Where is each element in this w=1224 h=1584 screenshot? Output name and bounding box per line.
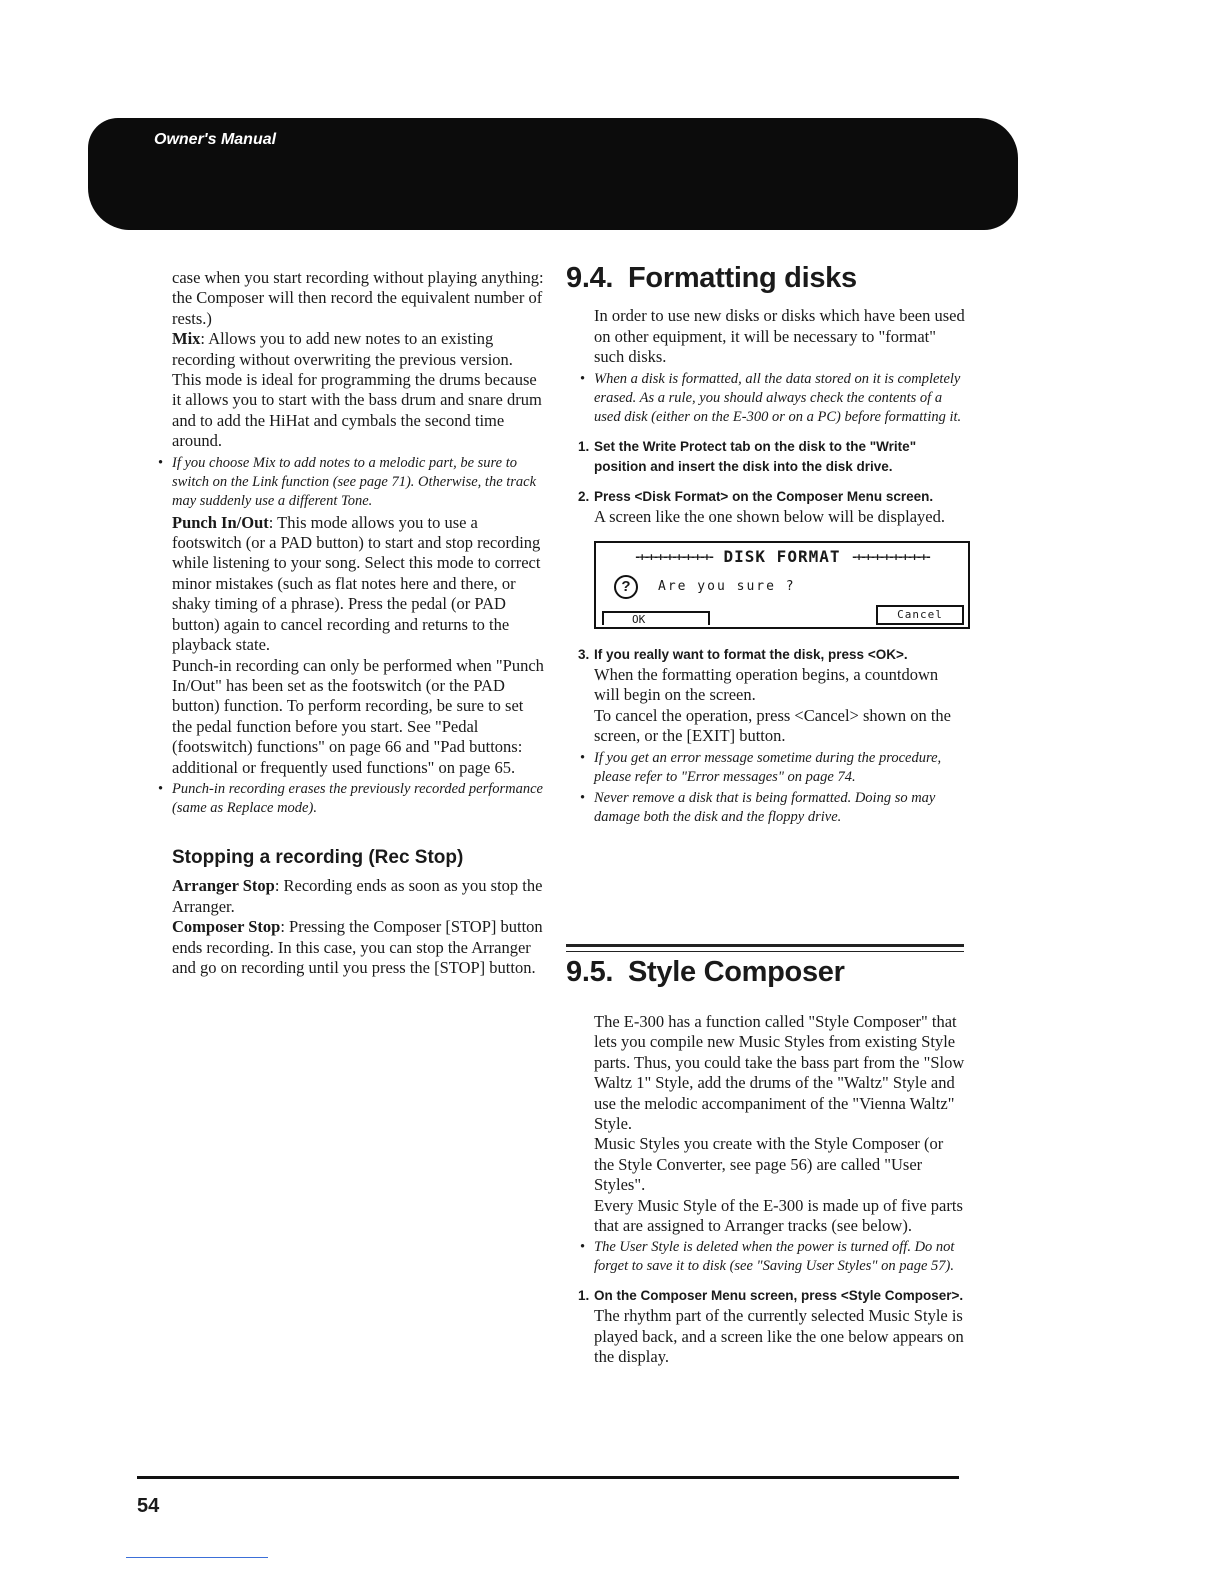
ok-button[interactable]: OK [602, 611, 710, 625]
left-column [172, 268, 544, 978]
note-bullet: • The User Style is deleted when the power is turned off. Do not forget to save it to disk (see "Saving User Styles" on page 57). [594, 1238, 966, 1276]
step-number: 3. [578, 647, 590, 663]
section-heading-9-5 [566, 956, 966, 988]
step-text: If you really want to format the disk, press <OK>. [594, 647, 908, 663]
paragraph-punch [172, 513, 544, 656]
note-bullet: • When a disk is formatted, all the data stored on it is completely erased. As a rule, you should always check the contents of a used disk (either on the E-300 or on a PC) before formatting it. [594, 370, 966, 427]
term-label: Punch In/Out [172, 512, 269, 532]
paragraph: The E-300 has a function called "Style Composer" that lets you compile new Music Styles from existing Style parts. Thus, you could take the bass part from the "Slow Waltz 1" Style, add the drums of the "Waltz" Style and use the melodic accompaniment of the "Vienna Waltz" Style. [594, 1012, 965, 1134]
step-3 [578, 645, 966, 665]
paragraph: When the formatting operation begins, a countdown will begin on the screen. [594, 665, 939, 705]
term-label: Arranger Stop [172, 876, 275, 896]
note-bullet: • If you get an error message sometime during the procedure, please refer to "Error messages" on page 74. [594, 749, 966, 787]
page-number: 54 [137, 1495, 160, 1517]
cancel-button[interactable]: Cancel [876, 605, 964, 625]
header-band [88, 118, 1018, 230]
paragraph: case when you start recording without playing anything: the Composer will then record the equivalent number of rests.) [172, 268, 544, 328]
paragraph-mix [172, 329, 544, 451]
step-text: Set the Write Protect tab on the disk to the "Write" position and insert the disk into the disk drive. [594, 438, 917, 474]
paragraph: Music Styles you create with the Style Composer (or the Style Converter, see page 56) are called "User Styles". [594, 1134, 944, 1195]
section-divider [566, 944, 964, 952]
section-title: Style Composer [628, 956, 845, 988]
section-body-9-5 [578, 1012, 966, 1368]
section-title: Formatting disks [628, 262, 857, 294]
section-body-9-4 [578, 306, 966, 826]
paragraph: The rhythm part of the currently selected Music Style is played back, and a screen like the one below appears on the display. [594, 1306, 964, 1367]
section-heading-wrap-9-5 [566, 956, 966, 1000]
lcd-screen [594, 541, 970, 629]
lcd-dashes: -+-+-+-+-+-+-+-+- [634, 550, 713, 564]
lcd-dashes: -+-+-+-+-+-+-+-+- [851, 550, 930, 564]
paragraph: To cancel the operation, press <Cancel> shown on the screen, or the [EXIT] button. [594, 705, 951, 746]
step-number: 1. [578, 1288, 590, 1304]
step-number: 2. [578, 488, 590, 504]
note-bullet: • Punch-in recording erases the previously recorded performance (same as Replace mode). [172, 780, 544, 818]
term-text: : This mode allows you to use a footswitch (or a PAD button) to start and stop recording while listening to your song. Select this mode to correct minor mistakes (such as flat notes here and there, or shaky timing of a phrase). Press the pedal (or PAD button) again to cancel recording and returns to the playback state. [172, 512, 541, 655]
section-number: 9.5. [566, 956, 614, 988]
subheading: Stopping a recording (Rec Stop) [172, 846, 464, 868]
step-2 [578, 487, 966, 507]
term-label: Composer Stop [172, 917, 281, 937]
term-text: : Recording ends as soon as you stop the Arranger. [172, 876, 543, 916]
paragraph: Every Music Style of the E-300 is made up of five parts that are assigned to Arranger tracks (see below). [594, 1195, 963, 1236]
note-bullet: • If you choose Mix to add notes to a melodic part, be sure to switch on the Link function (see page 71). Otherwise, the track may suddenly use a different Tone. [172, 454, 544, 511]
footer-rule [137, 1476, 959, 1479]
paragraph: In order to use new disks or disks which have been used on other equipment, it will be necessary to "format" such disks. [594, 306, 965, 367]
question-icon: ? [614, 575, 638, 599]
term-label: Mix [172, 329, 201, 349]
running-header: Owner's Manual [154, 131, 277, 148]
lcd-title: DISK FORMAT [723, 547, 841, 567]
paragraph: A screen like the one shown below will be displayed. [594, 506, 946, 526]
step-text: On the Composer Menu screen, press <Style Composer>. [594, 1288, 964, 1304]
note-bullet: • Never remove a disk that is being formatted. Doing so may damage both the disk and the floppy drive. [594, 789, 966, 827]
section-number: 9.4. [566, 262, 614, 294]
step-1 [578, 1286, 966, 1306]
paragraph-composer-stop [172, 917, 544, 978]
step-text: Press <Disk Format> on the Composer Menu screen. [594, 488, 934, 504]
section-heading-9-4 [566, 262, 966, 294]
term-text: : Pressing the Composer [STOP] button ends recording. In this case, you can stop the Arranger and go on recording until you press the [STOP] button. [172, 917, 543, 977]
lcd-title-bar [596, 547, 968, 568]
right-column [566, 262, 966, 829]
lcd-message: Are you sure ? [658, 579, 796, 595]
paragraph-arranger-stop [172, 876, 544, 917]
step-number: 1. [578, 438, 590, 454]
term-text: : Allows you to add new notes to an existing recording without overwriting the previous version. This mode is ideal for programming the drums because it allows you to start with the bass drum and snare drum and to add the HiHat and cymbals the second time around. [172, 329, 542, 451]
section-body-9-5-wrap [566, 1012, 966, 1368]
step-1 [578, 437, 966, 477]
decorative-line [126, 1557, 268, 1558]
paragraph: Punch-in recording can only be performed when "Punch In/Out" has been set as the footswitch (or the PAD button) function. To perform recording, be sure to set the pedal function before you start. See "Pedal (footswitch) functions" on page 66 and "Pad buttons: additional or frequently used functions" on page 65. [172, 655, 544, 777]
